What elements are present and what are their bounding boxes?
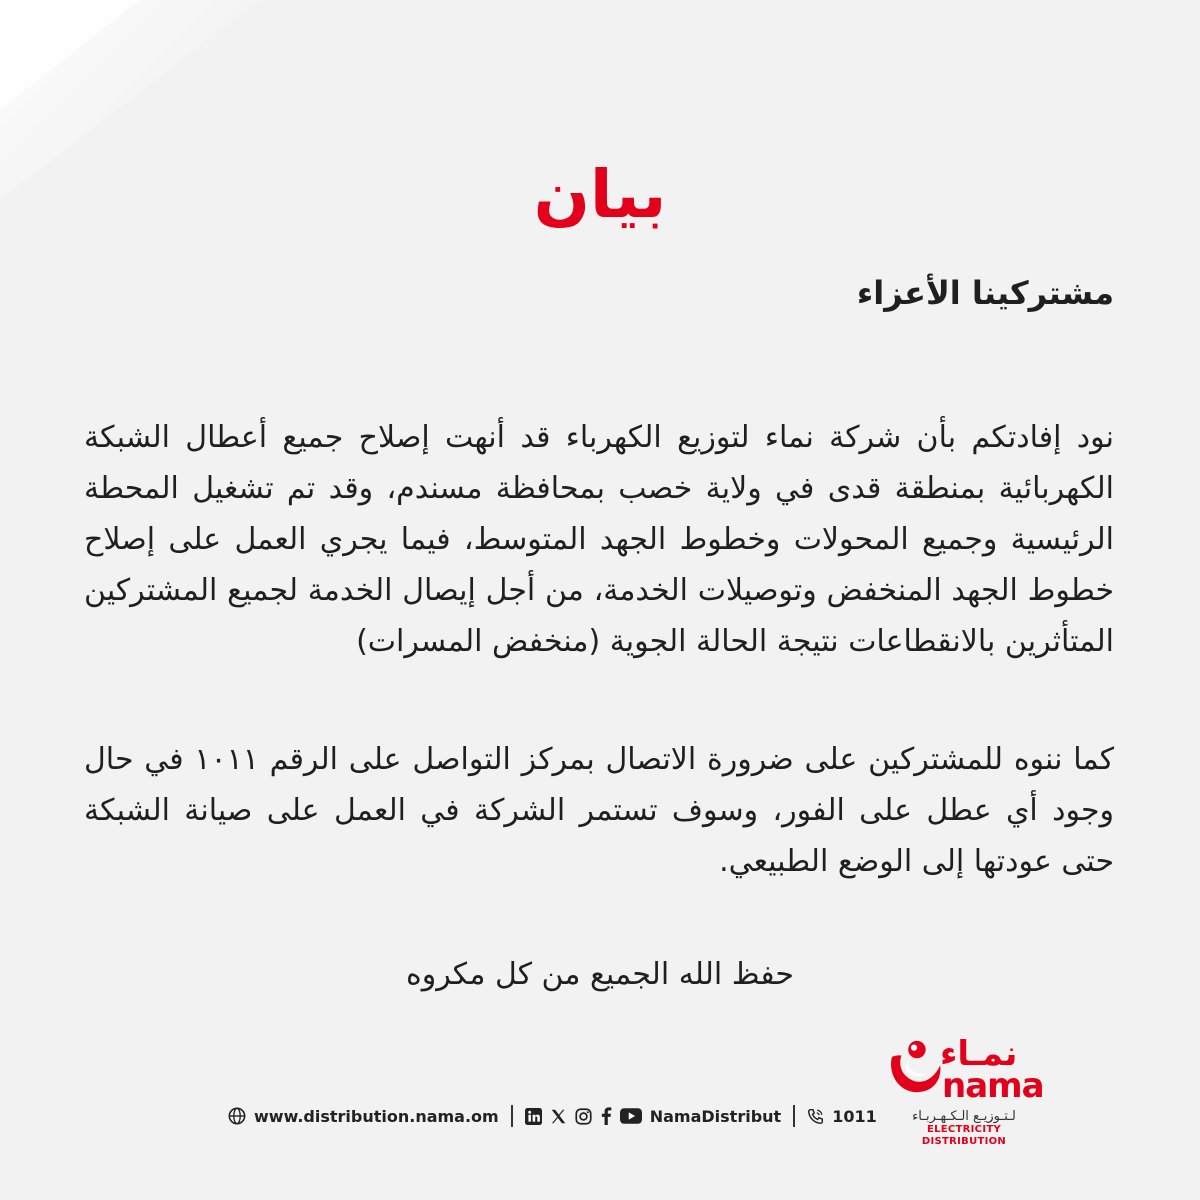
nama-logo bbox=[884, 1032, 1044, 1147]
paragraph-2: كما ننوه للمشتركين على ضرورة الاتصال بمركز التواصل على الرقم ١٠١١ في حال وجود أي عطل على الفور، وسوف تستمر الشركة في العمل على صيانة الشبكة حتى عودتها إلى الوضع الطبيعي. bbox=[84, 742, 1114, 879]
social-handle[interactable]: NamaDistribut bbox=[649, 1106, 782, 1126]
closing-line: حفظ الله الجميع من كل مكروه bbox=[406, 957, 794, 992]
page-title: بيان bbox=[533, 156, 667, 233]
paragraph-1: نود إفادتكم بأن شركة نماء لتوزيع الكهرباء قد أنهت إصلاح جميع أعطال الشبكة الكهربائية بمنطقة قدى في ولاية خصب بمحافظة مسندم، وقد تم تشغيل المحطة الرئيسية وجميع المحولات وخطوط الجهد المتوسط، فيما يجري العمل على إصلاح خطوط الجهد المنخفض وتوصيلات الخدمة، من أجل إيصال الخدمة لجميع المشتركين المتأثرين بالانقطاعات نتيجة الحالة الجوية (منخفض المسرات) bbox=[84, 420, 1114, 659]
phone-icon bbox=[807, 1108, 824, 1125]
divider bbox=[511, 1105, 513, 1127]
globe-icon bbox=[228, 1107, 246, 1125]
linkedin-icon[interactable] bbox=[525, 1108, 542, 1125]
logo-subtitle-arabic: لـتـوزيـع الـكـهـربـاء bbox=[912, 1109, 1016, 1124]
instagram-icon[interactable] bbox=[575, 1108, 592, 1125]
x-icon[interactable] bbox=[550, 1108, 567, 1125]
phone-number[interactable]: 1011 bbox=[832, 1106, 877, 1126]
youtube-icon[interactable] bbox=[620, 1108, 642, 1124]
salutation: مشتركينا الأعزاء bbox=[856, 274, 1114, 312]
divider bbox=[793, 1105, 795, 1127]
website-link[interactable]: www.distribution.nama.om bbox=[254, 1106, 499, 1126]
logo-name-arabic: نمـاء bbox=[940, 1034, 1018, 1074]
logo-subtitle-english: ELECTRICITY DISTRIBUTION bbox=[921, 1124, 1007, 1147]
facebook-icon[interactable] bbox=[600, 1107, 612, 1125]
logo-name-english: nama bbox=[942, 1066, 1044, 1106]
nama-logo-mark-icon bbox=[884, 1036, 946, 1098]
footer-contact-bar bbox=[228, 1098, 877, 1134]
